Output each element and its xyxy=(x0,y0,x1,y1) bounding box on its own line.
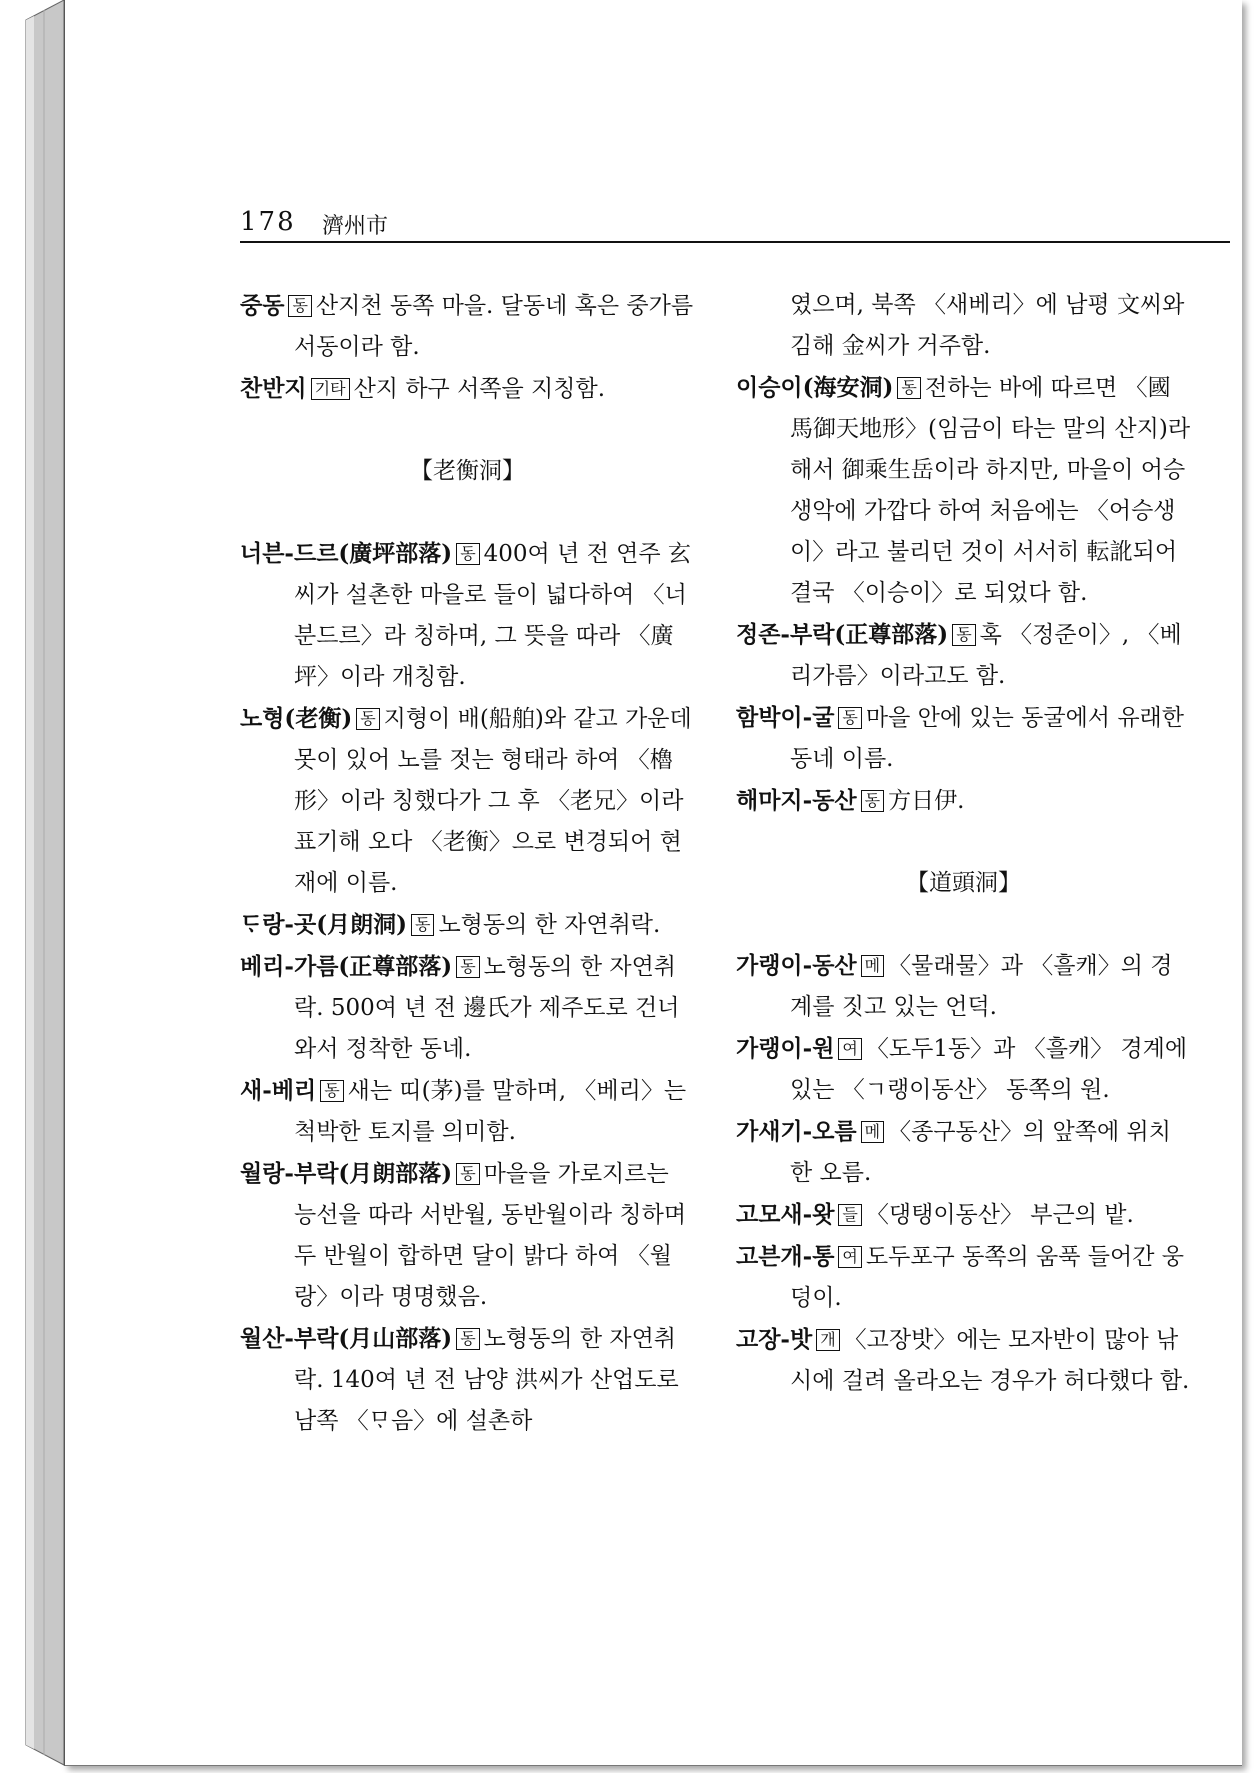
category-tag: 동 xyxy=(320,1080,343,1102)
entry-headword: 함박이-굴 xyxy=(736,704,835,731)
entry-headword: 해마지-동산 xyxy=(736,787,857,814)
dictionary-entry xyxy=(240,946,695,1070)
right-column xyxy=(736,285,1191,1402)
section-title: 【老衡洞】 xyxy=(410,458,525,484)
entry-text: 산지천 동쪽 마을. 달동네 혹은 중가름 서동이라 함. xyxy=(294,293,694,360)
entry-text: 〈종구동산〉의 앞쪽에 위치한 오름. xyxy=(790,1119,1171,1186)
entry-headword: ᄃᆞ랑-곳(月朗洞) xyxy=(240,911,407,938)
dictionary-entry xyxy=(736,945,1191,1028)
section-title: 【道頭洞】 xyxy=(906,870,1021,896)
book-page xyxy=(64,0,1242,1766)
entry-headword: 노형(老衡) xyxy=(240,705,353,732)
entry-headword: 고븐개-통 xyxy=(736,1243,835,1270)
entry-headword: 고모새-왓 xyxy=(736,1201,835,1228)
category-tag: 동 xyxy=(861,790,884,812)
entry-text: 였으며, 북쪽 〈새베리〉에 남평 文씨와 김해 金씨가 거주함. xyxy=(790,292,1185,359)
dictionary-entry xyxy=(240,368,695,410)
dictionary-entry xyxy=(240,533,695,698)
running-title: 濟州市 xyxy=(322,214,389,239)
dictionary-entry xyxy=(736,367,1191,614)
category-tag: 동 xyxy=(288,295,311,317)
dictionary-entry xyxy=(240,1153,695,1318)
category-tag: 메 xyxy=(861,955,884,977)
category-tag: 메 xyxy=(861,1121,884,1143)
entry-text: 方日伊. xyxy=(888,788,965,814)
entry-headword: 정존-부락(正尊部落) xyxy=(736,621,949,648)
entry-headword: 새-베리 xyxy=(240,1077,317,1104)
entry-text: 혹 〈정준이〉, 〈베리가름〉이라고도 함. xyxy=(790,622,1182,689)
entry-headword: 중동 xyxy=(240,292,285,319)
category-tag: 동 xyxy=(456,543,479,565)
entry-text: 〈물래물〉과 〈흘캐〉의 경계를 짓고 있는 언덕. xyxy=(790,953,1173,1020)
entry-headword: 이승이(海安洞) xyxy=(736,374,894,401)
entry-headword: 고장-밧 xyxy=(736,1326,813,1353)
page-header xyxy=(240,207,1230,243)
category-tag: 동 xyxy=(456,1163,479,1185)
dictionary-entry xyxy=(240,1318,695,1442)
dictionary-entry xyxy=(736,1111,1191,1194)
category-tag: 동 xyxy=(456,956,479,978)
dictionary-entry xyxy=(736,1194,1191,1236)
entry-text: 〈댕탱이동산〉 부근의 밭. xyxy=(865,1202,1134,1228)
dictionary-entry xyxy=(736,285,1191,367)
dictionary-entry xyxy=(240,904,695,946)
entry-headword: 가랭이-동산 xyxy=(736,952,857,979)
dictionary-entry xyxy=(240,698,695,904)
entry-text: 전하는 바에 따르면 〈國馬御天地形〉(임금이 타는 말의 산지)라 해서 御乘生岳이라 하지만, 마을이 어승생악에 가깝다 하여 처음에는 〈어승생이〉라고 불리던 것이 서서히 転訛되어 결국 〈이승이〉로 되었다 함. xyxy=(790,375,1191,606)
dictionary-entry xyxy=(736,1236,1191,1319)
entry-text: 노형동의 한 자연취락. 140여 년 전 남양 洪씨가 산업도로 남쪽 〈ᄆᆞ음〉에 설촌하 xyxy=(294,1326,679,1434)
entry-headword: 가새기-오름 xyxy=(736,1118,857,1145)
entry-headword: 너븐-드르(廣坪部落) xyxy=(240,540,453,567)
dictionary-entry xyxy=(736,1028,1191,1111)
entry-list xyxy=(736,945,1191,1402)
left-column xyxy=(240,285,695,1442)
page-number: 178 xyxy=(240,207,296,237)
category-tag: 여 xyxy=(838,1038,861,1060)
category-tag: 동 xyxy=(952,624,975,646)
dictionary-entry xyxy=(736,1319,1191,1402)
entry-text: 〈도두1동〉과 〈흘캐〉 경계에 있는 〈ㄱ랭이동산〉 동쪽의 원. xyxy=(790,1036,1188,1103)
dictionary-entry xyxy=(736,780,1191,822)
dictionary-entry xyxy=(240,285,695,368)
category-tag: 동 xyxy=(356,708,379,730)
category-tag: 동 xyxy=(838,707,861,729)
entry-list xyxy=(736,285,1191,822)
category-tag: 동 xyxy=(411,914,434,936)
entry-list xyxy=(240,533,695,1442)
entry-text: 산지 하구 서쪽을 지칭함. xyxy=(353,376,606,402)
category-tag: 동 xyxy=(456,1328,479,1350)
category-tag: 기타 xyxy=(311,378,350,400)
entry-headword: 가랭이-원 xyxy=(736,1035,835,1062)
entry-list xyxy=(240,285,695,410)
entry-text: 마을을 가로지르는 능선을 따라 서반월, 동반월이라 칭하며 두 반월이 합하면 달이 밝다 하여 〈월랑〉이라 명명했음. xyxy=(294,1161,687,1310)
entry-text: 새는 띠(茅)를 말하며, 〈베리〉는 척박한 토지를 의미함. xyxy=(294,1078,687,1145)
entry-text: 노형동의 한 자연취락. 500여 년 전 邊氏가 제주도로 건너와서 정착한 동네. xyxy=(294,954,680,1062)
entry-text: 400여 년 전 연주 玄씨가 설촌한 마을로 들이 넓다하여 〈너분드르〉라 칭하며, 그 뜻을 따라 〈廣坪〉이라 개칭함. xyxy=(294,541,691,690)
dictionary-entry xyxy=(240,1070,695,1153)
entry-headword: 찬반지 xyxy=(240,375,307,402)
category-tag: 개 xyxy=(816,1329,839,1351)
entry-headword: 베리-가름(正尊部落) xyxy=(240,953,453,980)
entry-text: 도두포구 동쪽의 움푹 들어간 웅덩이. xyxy=(790,1244,1184,1311)
entry-text: 지형이 배(船舶)와 같고 가운데 못이 있어 노를 젓는 형태라 하여 〈櫓形〉이라 칭했다가 그 후 〈老兄〉이라 표기해 오다 〈老衡〉으로 변경되어 현재에 이름. xyxy=(294,706,692,896)
entry-headword: 월산-부락(月山部落) xyxy=(240,1325,453,1352)
dictionary-entry xyxy=(736,614,1191,697)
category-tag: 여 xyxy=(838,1246,861,1268)
entry-text: 노형동의 한 자연취락. xyxy=(438,912,661,938)
entry-text: 마을 안에 있는 동굴에서 유래한 동네 이름. xyxy=(790,705,1184,772)
entry-text: 〈고장밧〉에는 모자반이 많아 낚시에 걸려 올라오는 경우가 허다했다 함. xyxy=(790,1327,1190,1394)
entry-headword: 월랑-부락(月朗部落) xyxy=(240,1160,453,1187)
dictionary-entry xyxy=(736,697,1191,780)
category-tag: 들 xyxy=(838,1204,861,1226)
category-tag: 동 xyxy=(897,377,920,399)
